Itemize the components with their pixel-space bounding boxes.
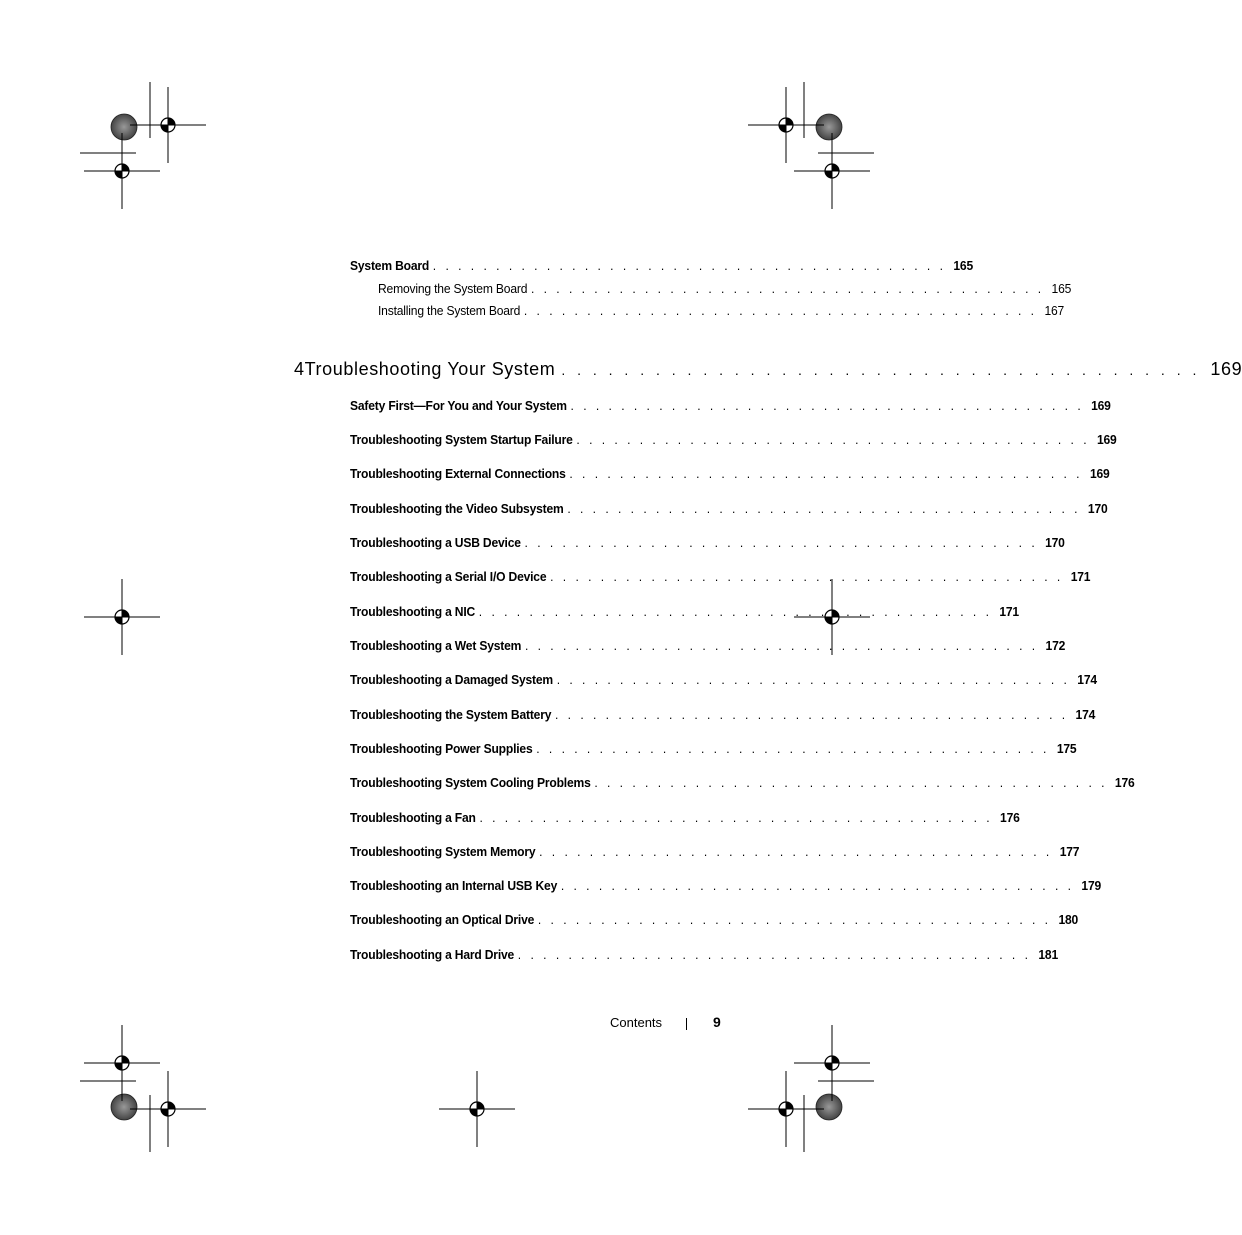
toc-entry-title: System Board bbox=[350, 258, 430, 273]
page-footer bbox=[610, 1014, 735, 1034]
dot-leader: . . . . . . . . . . . . . . . . . . . . . . . . . . . . . . . . . . . . . . . . . bbox=[594, 775, 1108, 790]
toc-entry-title: Troubleshooting an Optical Drive bbox=[350, 912, 535, 927]
toc-entry[interactable] bbox=[350, 775, 1135, 795]
dot-leader: . . . . . . . . . . . . . . . . . . . . . . . . . . . . . . . . . . . . . . . . . bbox=[432, 258, 946, 273]
toc-entry-page: 171 bbox=[999, 604, 1019, 619]
toc-entry-page: 169 bbox=[1096, 432, 1117, 447]
chapter-page: 169 bbox=[1210, 359, 1242, 379]
footer-divider bbox=[686, 1018, 687, 1030]
toc-entry-page: 167 bbox=[1044, 303, 1065, 318]
toc-entry-title: Troubleshooting a USB Device bbox=[350, 535, 521, 550]
toc-entry-title: Troubleshooting a Hard Drive bbox=[350, 947, 515, 962]
toc-entry[interactable] bbox=[350, 398, 1111, 418]
dot-leader: . . . . . . . . . . . . . . . . . . . . . . . . . . . . . . . . . . . . . . . . . bbox=[556, 672, 1070, 687]
toc-entry[interactable] bbox=[350, 844, 1080, 864]
dot-leader: . . . . . . . . . . . . . . . . . . . . . . . . . . . . . . . . . . . . . . . . . bbox=[567, 501, 1081, 516]
chapter-heading[interactable] bbox=[294, 359, 1242, 385]
dot-leader: . . . . . . . . . . . . . . . . . . . . . . . . . . . . . . . . . . . . . . . . . bbox=[569, 466, 1083, 481]
page-number: 9 bbox=[713, 1014, 721, 1030]
toc-entry-title: Troubleshooting the Video Subsystem bbox=[350, 501, 564, 516]
chapter-number: 4 bbox=[294, 359, 305, 379]
toc-entry[interactable] bbox=[350, 810, 1020, 830]
toc-entry-page: 174 bbox=[1075, 707, 1096, 722]
toc-entry[interactable] bbox=[350, 741, 1077, 761]
toc-entry-title: Troubleshooting an Internal USB Key bbox=[350, 878, 558, 893]
toc-entry-page: 180 bbox=[1058, 912, 1079, 927]
toc-entry-title: Removing the System Board bbox=[378, 281, 528, 296]
toc-entry-page: 170 bbox=[1045, 535, 1065, 550]
dot-leader: . . . . . . . . . . . . . . . . . . . . . . . . . . . . . . . . . . . . . . . . . bbox=[539, 844, 1053, 859]
toc-entry-title: Safety First—For You and Your System bbox=[350, 398, 567, 413]
dot-leader: . . . . . . . . . . . . . . . . . . . . . . . . . . . . . . . . . . . . . . . . . bbox=[479, 810, 993, 825]
toc-entry-title: Troubleshooting a Serial I/O Device bbox=[350, 569, 547, 584]
dot-leader: . . . . . . . . . . . . . . . . . . . . . . . . . . . . . . . . . . . . . . . . . bbox=[554, 707, 1069, 722]
dot-leader: . . . . . . . . . . . . . . . . . . . . . . . . . . . . . . . . . . . . . . . . . bbox=[524, 535, 1038, 550]
toc-entry-title: Troubleshooting External Connections bbox=[350, 466, 566, 481]
toc-entry[interactable] bbox=[350, 672, 1097, 692]
dot-leader: . . . . . . . . . . . . . . . . . . . . . . . . . . . . . . . . . . . . . . . . . bbox=[517, 947, 1031, 962]
toc-entry-page: 176 bbox=[1000, 810, 1020, 825]
toc-entry-title: Troubleshooting System Startup Failure bbox=[350, 432, 573, 447]
toc-entry-title: Troubleshooting a NIC bbox=[350, 604, 476, 619]
dot-leader: . . . . . . . . . . . . . . . . . . . . . . . . . . . . . . . . . . . . . . . . . bbox=[561, 362, 1201, 378]
toc-entry[interactable] bbox=[350, 912, 1079, 932]
dot-leader: . . . . . . . . . . . . . . . . . . . . . . . . . . . . . . . . . . . . . . . . . bbox=[536, 741, 1050, 756]
toc-entry-title: Installing the System Board bbox=[378, 303, 521, 318]
toc-entry-title: Troubleshooting the System Battery bbox=[350, 707, 552, 722]
dot-leader: . . . . . . . . . . . . . . . . . . . . . . . . . . . . . . . . . . . . . . . . . bbox=[530, 281, 1045, 296]
dot-leader: . . . . . . . . . . . . . . . . . . . . . . . . . . . . . . . . . . . . . . . . . bbox=[537, 912, 1052, 927]
toc-subentry[interactable] bbox=[378, 303, 1065, 323]
toc-entry-page: 169 bbox=[1091, 398, 1111, 413]
chapter-title: Troubleshooting Your System bbox=[304, 359, 556, 379]
toc-entry-page: 165 bbox=[953, 258, 973, 273]
toc-entry-title: Troubleshooting System Cooling Problems bbox=[350, 775, 591, 790]
toc-entry[interactable] bbox=[350, 466, 1110, 486]
toc-entry-page: 169 bbox=[1089, 466, 1110, 481]
dot-leader: . . . . . . . . . . . . . . . . . . . . . . . . . . . . . . . . . . . . . . . . . bbox=[478, 604, 992, 619]
toc-entry[interactable] bbox=[350, 501, 1108, 521]
toc-entry[interactable] bbox=[350, 535, 1065, 555]
dot-leader: . . . . . . . . . . . . . . . . . . . . . . . . . . . . . . . . . . . . . . . . . bbox=[550, 569, 1064, 584]
dot-leader: . . . . . . . . . . . . . . . . . . . . . . . . . . . . . . . . . . . . . . . . . bbox=[570, 398, 1084, 413]
toc-entry[interactable] bbox=[350, 569, 1091, 589]
toc-entry-page: 177 bbox=[1059, 844, 1080, 859]
toc-entry-page: 179 bbox=[1081, 878, 1102, 893]
toc-subentry[interactable] bbox=[378, 281, 1072, 301]
toc-entry[interactable] bbox=[350, 258, 973, 278]
toc-entry-title: Troubleshooting a Damaged System bbox=[350, 672, 553, 687]
toc-entry[interactable] bbox=[350, 878, 1102, 898]
toc-entry-page: 170 bbox=[1087, 501, 1108, 516]
toc-entry-page: 171 bbox=[1070, 569, 1091, 584]
dot-leader: . . . . . . . . . . . . . . . . . . . . . . . . . . . . . . . . . . . . . . . . . bbox=[560, 878, 1074, 893]
toc-entry-page: 165 bbox=[1051, 281, 1072, 296]
dot-leader: . . . . . . . . . . . . . . . . . . . . . . . . . . . . . . . . . . . . . . . . . bbox=[524, 638, 1039, 653]
toc-entry-page: 175 bbox=[1056, 741, 1077, 756]
toc-entry-title: Troubleshooting System Memory bbox=[350, 844, 536, 859]
toc-entry[interactable] bbox=[350, 707, 1096, 727]
toc-entry-page: 172 bbox=[1045, 638, 1066, 653]
toc-entry[interactable] bbox=[350, 638, 1066, 658]
toc-entry-page: 174 bbox=[1077, 672, 1097, 687]
toc-entry[interactable] bbox=[350, 432, 1117, 452]
dot-leader: . . . . . . . . . . . . . . . . . . . . . . . . . . . . . . . . . . . . . . . . . bbox=[576, 432, 1090, 447]
toc-entry-title: Troubleshooting Power Supplies bbox=[350, 741, 533, 756]
toc-entry-title: Troubleshooting a Fan bbox=[350, 810, 476, 825]
dot-leader: . . . . . . . . . . . . . . . . . . . . . . . . . . . . . . . . . . . . . . . . . bbox=[523, 303, 1038, 318]
toc-entry-title: Troubleshooting a Wet System bbox=[350, 638, 522, 653]
toc-entry[interactable] bbox=[350, 947, 1059, 967]
toc-entry-page: 181 bbox=[1038, 947, 1059, 962]
footer-label: Contents bbox=[610, 1015, 663, 1030]
toc-entry-page: 176 bbox=[1114, 775, 1135, 790]
toc-entry[interactable] bbox=[350, 604, 1019, 624]
